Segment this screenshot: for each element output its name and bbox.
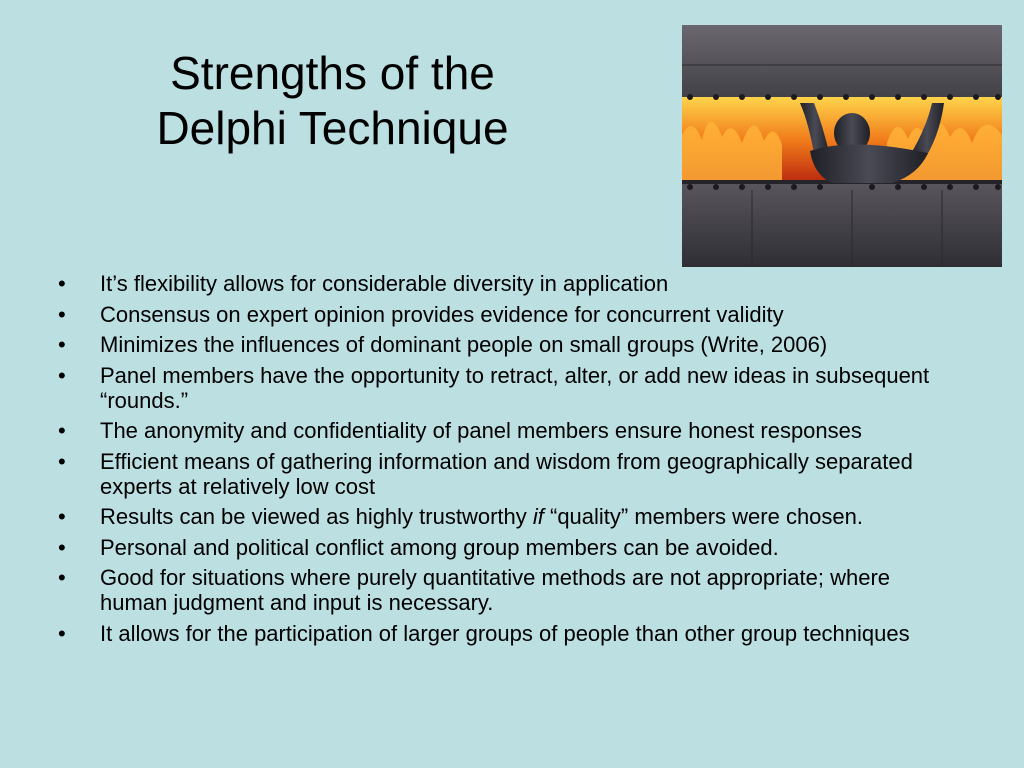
bullet-text: Consensus on expert opinion provides evidence for concurrent validity: [100, 301, 784, 327]
bullet-item: [58, 302, 958, 327]
bullet-dot: •: [58, 565, 66, 590]
bullet-dot: •: [58, 301, 66, 327]
bullet-item: [58, 535, 958, 560]
bullet-emphasis: if: [532, 504, 544, 529]
bullet-dot: •: [58, 418, 66, 443]
bullet-text-before: Results can be viewed as highly trustworthy: [100, 504, 533, 529]
bullet-text: Panel members have the opportunity to retract, alter, or add new ideas in subsequent “rounds.”: [100, 362, 930, 413]
bullet-text: Good for situations where purely quantitative methods are not appropriate; where human judgment and input is necessary.: [100, 565, 891, 615]
bullet-item: [58, 565, 958, 615]
bullet-dot: •: [58, 448, 66, 474]
bullet-item: [58, 449, 958, 499]
bullet-dot: •: [58, 534, 66, 560]
bullet-item: [58, 621, 958, 646]
bullet-text: It allows for the participation of larger groups of people than other group techniques: [100, 620, 910, 646]
bullet-dot: •: [58, 504, 66, 529]
bullet-text: Efficient means of gathering information and wisdom from geographically separated experts at relatively low cost: [100, 448, 913, 499]
bullet-list: [58, 271, 958, 651]
slide-title: [60, 46, 605, 156]
title-line-2: Delphi Technique: [156, 102, 509, 155]
figure-pushing-metal-wall-flames-image: [682, 25, 1002, 267]
bullet-item: [58, 271, 958, 296]
bullet-item: [58, 418, 958, 443]
bullet-text: Minimizes the influences of dominant people on small groups (Write, 2006): [100, 332, 828, 357]
bullet-dot: •: [58, 620, 66, 646]
title-line-1: Strengths of the: [170, 47, 495, 99]
bullet-dot: •: [58, 362, 66, 388]
bullet-text: The anonymity and confidentiality of panel members ensure honest responses: [100, 418, 862, 443]
bullet-dot: •: [58, 271, 66, 296]
bullet-item: [58, 363, 958, 413]
bullet-text-after: “quality” members were chosen.: [543, 504, 863, 529]
bullet-item: [58, 332, 958, 357]
bullet-text: It’s flexibility allows for considerable diversity in application: [100, 271, 669, 296]
bullet-item: [58, 504, 958, 529]
bullet-dot: •: [58, 332, 66, 357]
bullet-text: Personal and political conflict among group members can be avoided.: [100, 534, 779, 560]
